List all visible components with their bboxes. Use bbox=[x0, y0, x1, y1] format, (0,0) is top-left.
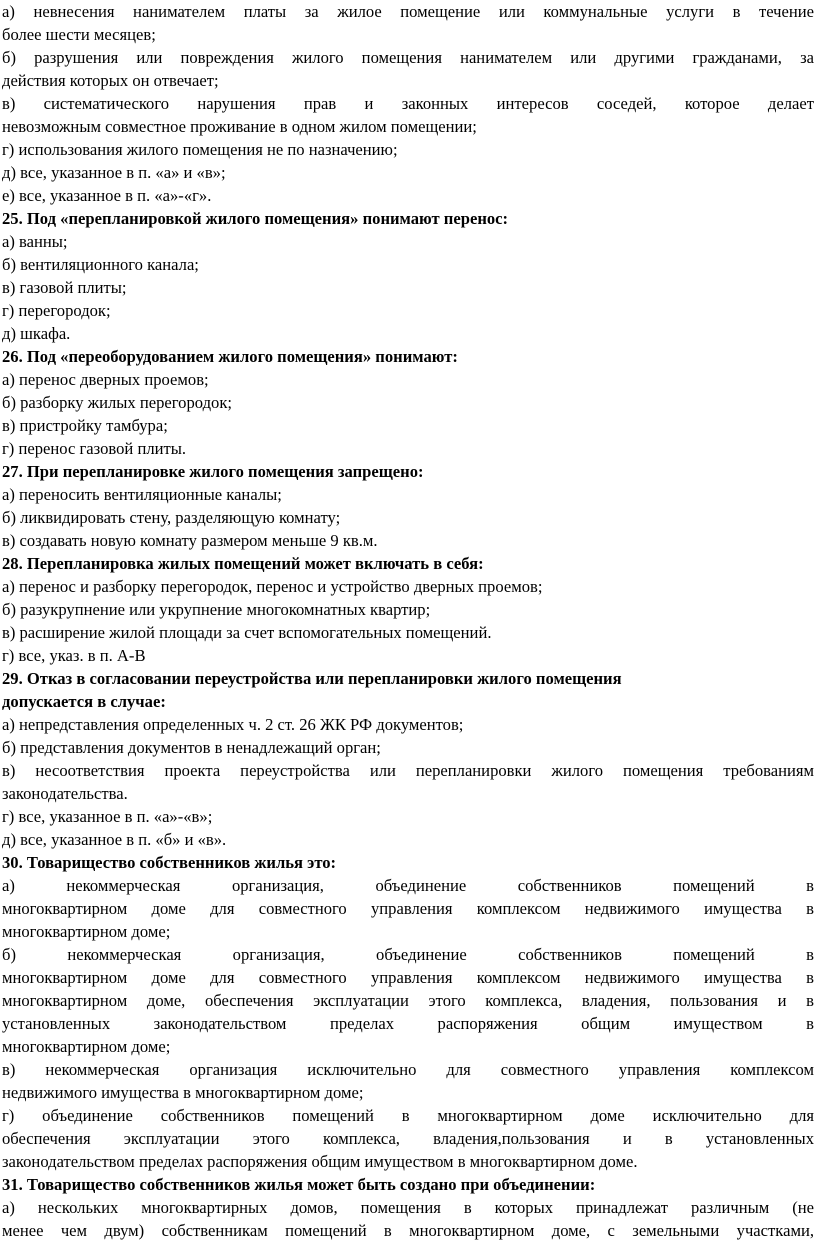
text-line: в) газовой плиты; bbox=[2, 278, 127, 297]
text-line: многоквартирном доме, обеспечения эксплуатации этого комплекса, владения, пользования и в bbox=[2, 991, 814, 1010]
text-line: многоквартирном доме; bbox=[2, 1037, 171, 1056]
text-line: в) расширение жилой площади за счет вспомогательных помещений. bbox=[2, 623, 492, 642]
text-line: б) некоммерческая организация, объединение собственников помещений в bbox=[2, 945, 814, 964]
text-line: д) шкафа. bbox=[2, 324, 71, 343]
text-line: законодательством пределах распоряжения общим имуществом в многоквартирном доме. bbox=[2, 1152, 638, 1171]
question-heading-line: допускается в случае: bbox=[2, 692, 166, 711]
text-line: а) перенос дверных проемов; bbox=[2, 370, 209, 389]
question-heading-line: 31. Товарищество собственников жилья может быть создано при объединении: bbox=[2, 1175, 596, 1194]
text-line: обеспечения эксплуатации этого комплекса, владения,пользования и в установленных bbox=[2, 1129, 814, 1148]
text-line: г) все, указ. в п. А-В bbox=[2, 646, 146, 665]
text-line: а) ванны; bbox=[2, 232, 68, 251]
text-line: б) ликвидировать стену, разделяющую комнату; bbox=[2, 508, 341, 527]
text-line: в) пристройку тамбура; bbox=[2, 416, 168, 435]
text-line: г) объединение собственников помещений в многоквартирном доме исключительно для bbox=[2, 1106, 814, 1125]
text-line: г) все, указанное в п. «а»-«в»; bbox=[2, 807, 213, 826]
question-heading-line: 27. При перепланировке жилого помещения запрещено: bbox=[2, 462, 424, 481]
text-line: б) вентиляционного канала; bbox=[2, 255, 199, 274]
text-line: действия которых он отвечает; bbox=[2, 71, 219, 90]
text-line: д) все, указанное в п. «б» и «в». bbox=[2, 830, 227, 849]
question-heading-line: 28. Перепланировка жилых помещений может включать в себя: bbox=[2, 554, 484, 573]
question-heading-line: 26. Под «переоборудованием жилого помещения» понимают: bbox=[2, 347, 458, 366]
text-line: многоквартирном доме; bbox=[2, 922, 171, 941]
text-line: в) систематического нарушения прав и законных интересов соседей, которое делает bbox=[2, 94, 814, 113]
text-line: многоквартирном доме для совместного управления комплексом недвижимого имущества в bbox=[2, 968, 814, 987]
text-line: г) перегородок; bbox=[2, 301, 111, 320]
text-line: а) перенос и разборку перегородок, перенос и устройство дверных проемов; bbox=[2, 577, 543, 596]
text-line: а) нескольких многоквартирных домов, помещения в которых принадлежат различным (не bbox=[2, 1198, 814, 1217]
text-line: более шести месяцев; bbox=[2, 25, 156, 44]
text-line: а) переносить вентиляционные каналы; bbox=[2, 485, 282, 504]
text-line: е) все, указанное в п. «а»-«г». bbox=[2, 186, 212, 205]
text-line: д) все, указанное в п. «а» и «в»; bbox=[2, 163, 226, 182]
text-line: а) невнесения нанимателем платы за жилое помещение или коммунальные услуги в течение bbox=[2, 2, 814, 21]
text-line: невозможным совместное проживание в одном жилом помещении; bbox=[2, 117, 477, 136]
question-heading-line: 30. Товарищество собственников жилья это: bbox=[2, 853, 337, 872]
text-line: а) некоммерческая организация, объединение собственников помещений в bbox=[2, 876, 814, 895]
text-line: б) разрушения или повреждения жилого помещения нанимателем или другими гражданами, за bbox=[2, 48, 814, 67]
text-line: б) представления документов в ненадлежащий орган; bbox=[2, 738, 381, 757]
text-line: в) несоответствия проекта переустройства или перепланировки жилого помещения требованиям bbox=[2, 761, 814, 780]
text-line: недвижимого имущества в многоквартирном доме; bbox=[2, 1083, 364, 1102]
question-heading-line: 25. Под «перепланировкой жилого помещения» понимают перенос: bbox=[2, 209, 509, 228]
text-line: законодательства. bbox=[2, 784, 128, 803]
question-heading-line: 29. Отказ в согласовании переустройства или перепланировки жилого помещения bbox=[2, 669, 622, 688]
text-line: многоквартирном доме для совместного управления комплексом недвижимого имущества в bbox=[2, 899, 814, 918]
text-line: установленных законодательством пределах распоряжения общим имуществом в bbox=[2, 1014, 814, 1033]
text-line: менее чем двум) собственникам помещений в многоквартирном доме, с земельными участками, bbox=[2, 1221, 814, 1240]
text-line: г) использования жилого помещения не по назначению; bbox=[2, 140, 398, 159]
text-line: б) разборку жилых перегородок; bbox=[2, 393, 232, 412]
text-line: а) непредставления определенных ч. 2 ст. 26 ЖК РФ документов; bbox=[2, 715, 464, 734]
text-line: г) перенос газовой плиты. bbox=[2, 439, 187, 458]
text-line: б) разукрупнение или укрупнение многокомнатных квартир; bbox=[2, 600, 431, 619]
text-line: в) создавать новую комнату размером меньше 9 кв.м. bbox=[2, 531, 378, 550]
text-line: в) некоммерческая организация исключительно для совместного управления комплексом bbox=[2, 1060, 814, 1079]
